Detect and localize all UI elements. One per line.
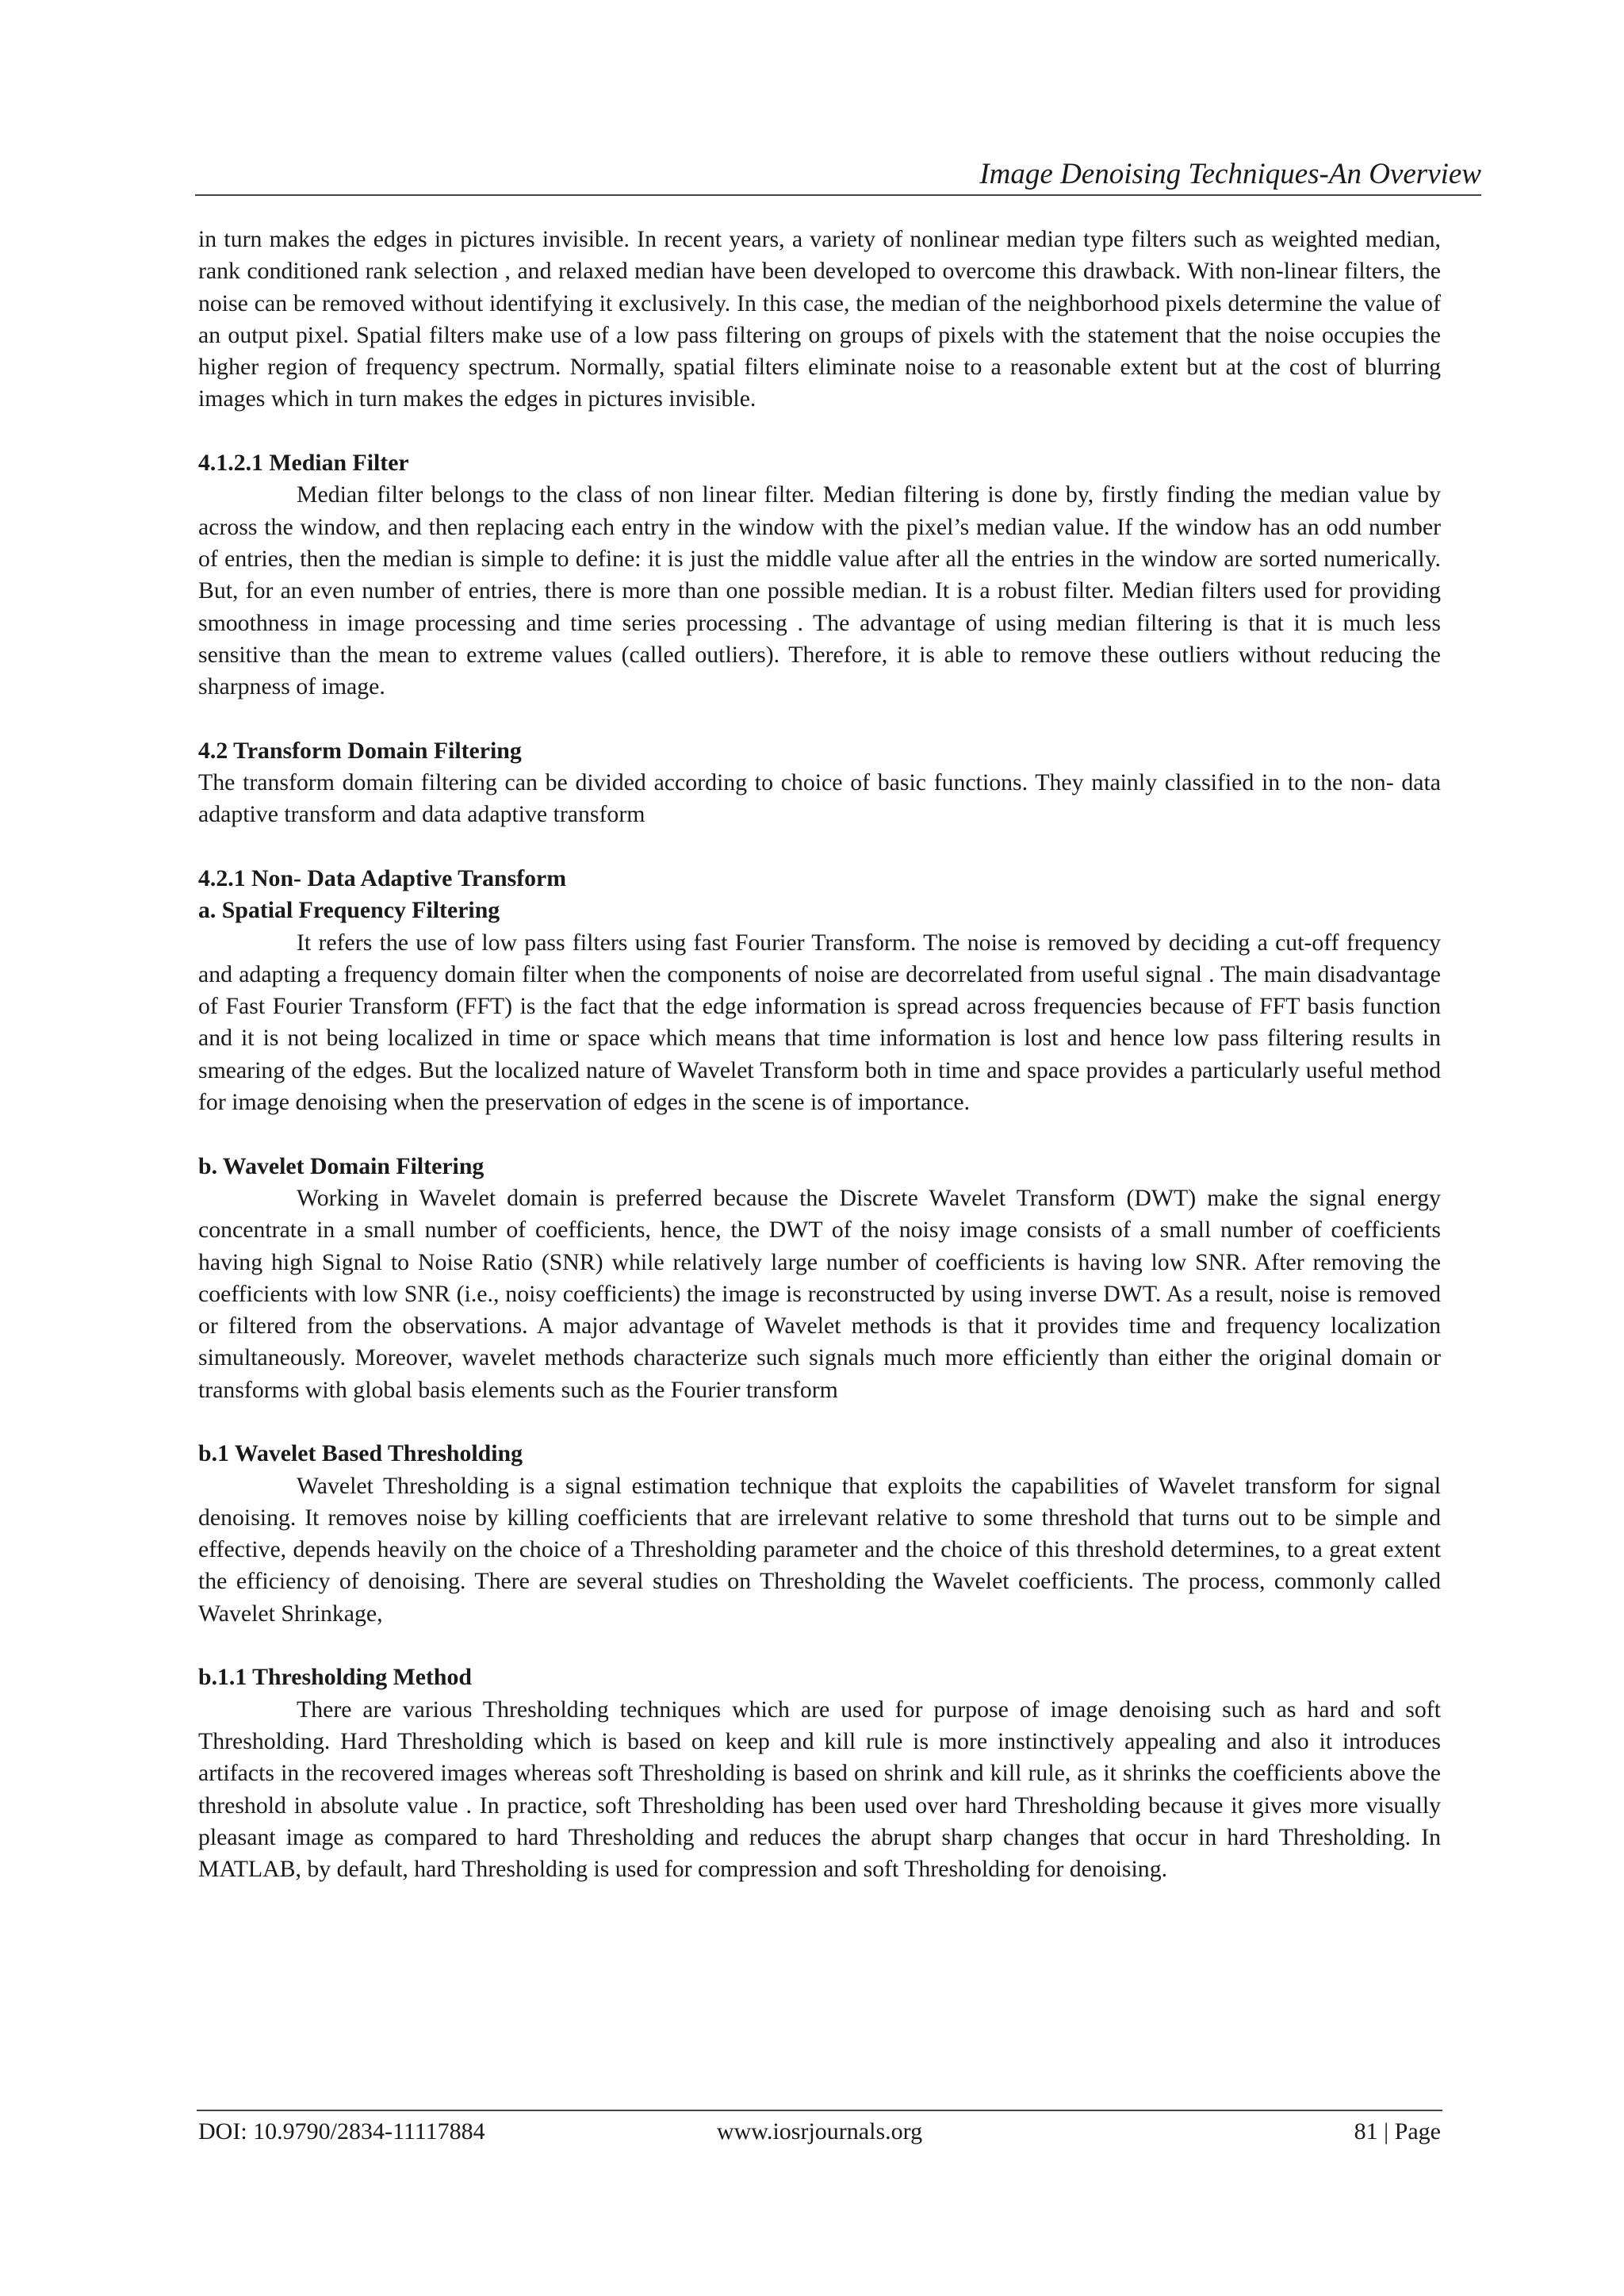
paragraph-thresholding-method: There are various Thresholding techniques which are used for purpose of image denoising such as hard and soft Thresholding. Hard Thresholding which is based on keep and kill rule is more instinctively appealing and also it introduces artifacts in the recovered images whereas soft Thresholding is based on shrink and kill rule, as it shrinks the coefficients above the threshold in absolute value . In practice, soft Thresholding has been used over hard Thresholding because it gives more visually pleasant image as compared to hard Thresholding and reduces the abrupt sharp changes that occur in hard Thresholding. In MATLAB, by default, hard Thresholding is used for compression and soft Thresholding for denoising.: [198, 1696, 1441, 1883]
footer-website-link[interactable]: www.iosrjournals.org: [716, 2118, 923, 2145]
heading-non-data-adaptive-transform: 4.2.1 Non- Data Adaptive Transform: [198, 864, 567, 891]
paragraph-continuation: in turn makes the edges in pictures invisible. In recent years, a variety of nonlinear median type filters such as weighted median, rank conditioned rank selection , and relaxed median have been developed to overcome this drawback. With non-linear filters, the noise can be removed without identifying it exclusively. In this case, the median of the neighborhood pixels determine the value of an output pixel. Spatial filters make use of a low pass filtering on groups of pixels with the statement that the noise occupies the higher region of frequency spectrum. Normally, spatial filters eliminate noise to a reasonable extent but at the cost of blurring images which in turn makes the edges in pictures invisible.: [198, 226, 1441, 412]
header-rule: [195, 194, 1481, 196]
article-body: [198, 224, 1441, 1885]
heading-wavelet-based-thresholding: b.1 Wavelet Based Thresholding: [198, 1440, 523, 1467]
footer-page-number: 81 | Page: [1354, 2118, 1441, 2145]
paragraph-transform-domain-filtering: The transform domain filtering can be divided according to choice of basic functions. They mainly classified in to the non- data adaptive transform and data adaptive transform: [198, 769, 1441, 828]
heading-median-filter: 4.1.2.1 Median Filter: [198, 450, 409, 477]
running-header: Image Denoising Techniques-An Overview: [979, 158, 1481, 190]
paragraph-wavelet-based-thresholding: Wavelet Thresholding is a signal estimation technique that exploits the capabilities of Wavelet transform for signal denoising. It removes noise by killing coefficients that are irrelevant relative to some threshold that turns out to be simple and effective, depends heavily on the choice of a Thresholding parameter and the choice of this threshold determines, to a great extent the efficiency of denoising. There are several studies on Thresholding the Wavelet coefficients. The process, commonly called Wavelet Shrinkage,: [198, 1472, 1441, 1627]
subheading-spatial-frequency-filtering: a. Spatial Frequency Filtering: [198, 897, 500, 924]
footer-doi: DOI: 10.9790/2834-11117884: [198, 2118, 485, 2145]
heading-wavelet-domain-filtering: b. Wavelet Domain Filtering: [198, 1152, 485, 1179]
heading-thresholding-method: b.1.1 Thresholding Method: [198, 1664, 472, 1691]
paragraph-wavelet-domain-filtering: Working in Wavelet domain is preferred because the Discrete Wavelet Transform (DWT) make the signal energy concentrate in a small number of coefficients, hence, the DWT of the noisy image consists of a small number of coefficients having high Signal to Noise Ratio (SNR) while relatively large number of coefficients is having low SNR. After removing the coefficients with low SNR (i.e., noisy coefficients) the image is reconstructed by using inverse DWT. As a result, noise is removed or filtered from the observations. A major advantage of Wavelet methods is that it provides time and frequency localization simultaneously. Moreover, wavelet methods characterize such signals much more efficiently than either the original domain or transforms with global basis elements such as the Fourier transform: [198, 1184, 1441, 1403]
footer-rule: [197, 2110, 1442, 2111]
heading-transform-domain-filtering: 4.2 Transform Domain Filtering: [198, 737, 522, 764]
paragraph-spatial-frequency-filtering: It refers the use of low pass filters using fast Fourier Transform. The noise is removed by deciding a cut-off frequency and adapting a frequency domain filter when the components of noise are decorrelated from useful signal . The main disadvantage of Fast Fourier Transform (FFT) is the fact that the edge information is spread across frequencies because of FFT basis function and it is not being localized in time or space which means that time information is lost and hence low pass filtering results in smearing of the edges. But the localized nature of Wavelet Transform both in time and space provides a particularly useful method for image denoising when the preservation of edges in the scene is of importance.: [198, 929, 1441, 1116]
paragraph-median-filter: Median filter belongs to the class of non linear filter. Median filtering is done by, firstly finding the median value by across the window, and then replacing each entry in the window with the pixel’s median value. If the window has an odd number of entries, then the median is simple to define: it is just the middle value after all the entries in the window are sorted numerically. But, for an even number of entries, there is more than one possible median. It is a robust filter. Median filters used for providing smoothness in image processing and time series processing . The advantage of using median filtering is that it is much less sensitive than the mean to extreme values (called outliers). Therefore, it is able to remove these outliers without reducing the sharpness of image.: [198, 481, 1441, 700]
